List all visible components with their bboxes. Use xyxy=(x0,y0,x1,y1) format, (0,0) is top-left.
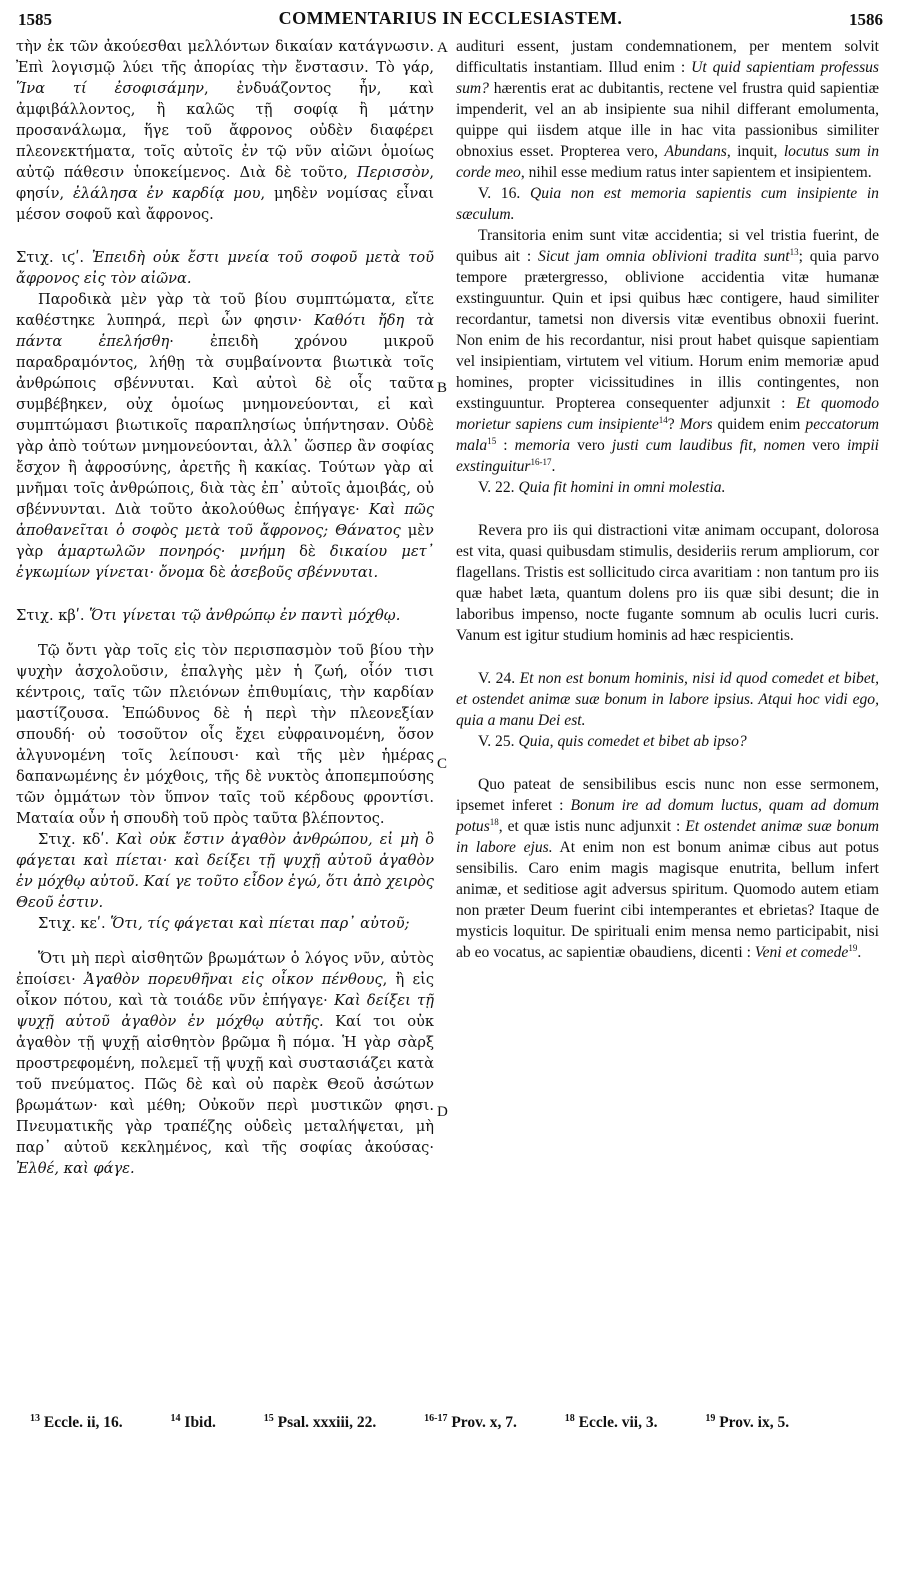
footnote-ref: 18 xyxy=(489,816,499,827)
page-number-right: 1586 xyxy=(849,10,883,29)
greek-paragraph: Ὅτι μὴ περὶ αἰσθητῶν βρωμάτων ὁ λόγος νῦν, αὐτὸς ἐποίσει· Ἀγαθὸν πορευθῆναι εἰς οἶκον πένθους, ἢ εἰς οἶκον πότου, καὶ τὰ τοιάδε νῦν ἐπήγαγε· Καὶ δείξει τῇ ψυχῇ αὐτοῦ ἀγαθὸν ἐν μόχθῳ αὐτῆς. Καί τοι οὐκ ἀγαθὸν τῇ ψυχῇ αἰσθητὸν βρῶμα ἢ πόμα. Ἡ γὰρ σὰρξ προστρεφομένη, πολεμεῖ τῇ ψυχῇ καὶ συστασιάζει κατὰ τοῦ πνεύματος. Πῶς δὲ καὶ οὐ παρὲκ Θεοῦ ἀσώτων βρωμάτων· καὶ μέθη; Οὐκοῦν περὶ μυστικῶν φησι. Πνευματικῆς γὰρ τραπέζης οὐδεὶς μεταλήψεται, μὴ παρ᾽ αὐτοῦ κεκλημένος, καὶ τῆς σοφίας ἀκούσας· Ἐλθέ, καὶ φάγε. xyxy=(16,950,434,1177)
section-marker-b: B xyxy=(437,380,448,396)
greek-verse-heading: Στιχ. κβʹ. Ὅτι γίνεται τῷ ἀνθρώπῳ ἐν παντὶ μόχθῳ. xyxy=(16,607,401,624)
footnote: $^{14}$ Ibid. xyxy=(170,1412,216,1431)
footnote: $^{16-17}$ Prov. x, 7. xyxy=(424,1412,517,1431)
latin-paragraph: Revera pro iis qui distractioni vitæ animam occupant, dolorosa est vita, quasi quibusdam stimulis, desideriis rerum ampliorum, cor flagellans. Tristis est sollicitudo circa avaritiam : non tantum pro iis quæ habet læta, quantum dolens pro iis quæ sibi desunt; die in laboribus impenso, nocte fugante somnum ab oculis lucri curis. Vanum est igitur studium hominis ad hæc respicientis. xyxy=(456,522,879,644)
footnote: $^{13}$ Eccle. ii, 16. xyxy=(30,1412,123,1431)
greek-verse-heading: Στιχ. ιϛʹ. Ἐπειδὴ οὐκ ἔστι μνεία τοῦ σοφοῦ μετὰ τοῦ ἄφρονος εἰς τὸν αἰῶνα. xyxy=(16,249,434,287)
latin-verse-heading: V. 25. Quia, quis comedet et bibet ab ipso? xyxy=(478,733,747,750)
section-marker-a: A xyxy=(437,40,448,56)
section-marker-c: C xyxy=(437,756,448,772)
footnote: $^{19}$ Prov. ix, 5. xyxy=(705,1412,790,1431)
running-header xyxy=(18,8,883,32)
greek-paragraph: Παροδικὰ μὲν γὰρ τὰ τοῦ βίου συμπτώματα, εἴτε καθέστηκε λυπηρά, περὶ ὧν φησιν· Καθότι ἤδη τὰ πάντα ἐπελήσθη· ἐπειδὴ χρόνου μικροῦ παραδραμόντος, λήθῃ τὰ συμβαίνοντα βιωτικὰ τοῖς ἀνθρώποις σβέννυται. Καὶ αὐτοὶ δὲ οἷς ταῦτα συμβέβηκεν, οὐχ ὁμοίως μνημονεύονται, εἰ καὶ συμπτώμασι βιωτικοῖς παραπλησίως ὑπήντησαν. Οὐδὲ γὰρ ἀπὸ τούτων μνημονεύονται, ἀλλ᾽ ὥσπερ ἂν σοφίας ἔσχον ἢ ἀφροσύνης, ἀρετῆς ἢ κακίας. Τούτων γὰρ αἱ μνῆμαι τοῖς ἀνθρώποις, διὰ τὰς ἐπ᾽ αὐτοῖς ἀμοιβάς, οὐ σβέννυνται. Διὰ τοῦτο ἀκολούθως ἐπήγαγε· Καὶ πῶς ἀποθανεῖται ὁ σοφὸς μετὰ τοῦ ἄφρονος; Θάνατος μὲν γὰρ ἁμαρτωλῶν πονηρός· μνήμη δὲ δικαίου μετ᾽ ἐγκωμίων γίνεται· ὄνομα δὲ ἀσεβοῦς σβέννυται. xyxy=(16,291,435,581)
latin-paragraph: audituri essent, justam condemnationem, per mentem solvit difficultatis instantiam. Illud enim : Ut quid sapientiam professus sum? hærentis erat ac dubitantis, rectene vel frustra quid sapientiæ impenderit, vel an ab insipiente sua nihil differant emolumenta, quippe qui iisdem atque ille in hac vita passionibus similiter obnoxius esset. Propterea vero, Abundans, inquit, locutus sum in corde meo, nihil esse medium ratus inter sapientem et insipientem. xyxy=(456,38,880,181)
page-number-left: 1585 xyxy=(18,10,52,29)
section-marker-d: D xyxy=(437,1104,448,1120)
footnote-ref: 13 xyxy=(789,246,799,257)
running-title: COMMENTARIUS IN ECCLESIASTEM. xyxy=(278,8,623,28)
footnote-ref: 14 xyxy=(658,414,668,425)
footnote: $^{18}$ Eccle. vii, 3. xyxy=(564,1412,658,1431)
greek-paragraph: τὴν ἐκ τῶν ἀκούεσθαι μελλόντων δικαίαν κατάγνωσιν. Ἐπὶ λογισμῷ λύει τῆς ἀπορίας τὴν ἔνστασιν. Τὸ γάρ, Ἵνα τί ἐσοφισάμην, ἐνδυάζοντος ἦν, καὶ ἀμφιβάλλοντος, ἢ καλῶς τῇ σοφίᾳ ἢ μάτην προσανάλωμα, ἥγε τοῦ ἄφρονος οὐδὲν διαφέρει πλεονεκτήματα, τοῖς αὐτοῖς ἐν τῷ νῦν αἰῶνι ὁμοίως αὐτῷ πάθεσιν ὑποκείμενος. Διὰ δὲ τοῦτο, Περισσὸν, φησίν, ἐλάλησα ἐν καρδίᾳ μου, μηδὲν νομίσας εἶναι μέσον σοφοῦ καὶ ἄφρονος. xyxy=(16,38,434,223)
footnotes xyxy=(30,1414,883,1432)
latin-paragraph: Transitoria enim sunt vitæ accidentia; si vel tristia fuerint, de quibus ait : Sicut jam omnia oblivioni tradita sunt$^{13}$; quia parvo tempore prætergresso, oblivione accidentia vitæ humanæ exstinguuntur. Quin et ipsi quibus hæc contigere, haud similiter recordantur, tametsi non diversis vitæ eventibus obnoxii fuerint. Non enim de his recordantur, nisi prout habet quisque sapientiam vel insipientiam, virtutem vel vitium. Horum enim memoriæ apud homines, propter vicissitudines in illis contingentes, non exstinguuntur. Propterea consequenter adjunxit : Et quomodo morietur sapiens cum insipiente$^{14}$? Mors quidem enim peccatorum mala$^{15}$ : memoria vero justi cum laudibus fit, nomen vero impii exstinguitur$^{16-17}$. xyxy=(456,227,880,475)
greek-paragraph: Τῷ ὄντι γὰρ τοῖς εἰς τὸν περισπασμὸν τοῦ βίου τὴν ψυχὴν ἀσχολοῦσιν, ἐπαλγὴς μὲν ἡ ζωή, οἷόν τισι κέντροις, ταῖς τῶν πλειόνων ἐπιθυμίαις, τὴν καρδίαν μαστίζουσα. Ἐπώδυνος δὲ ἡ περὶ τὴν πλεονεξίαν σπουδή· οὐ τοσοῦτον οἷς ἔχει εὐφραινομένη, ὅσον ἀλγυνομένη τοῖς λείπουσι· καὶ τῆς μὲν ἡμέρας δαπανωμένης ἐν μόχθοις, τῆς δὲ νυκτὸς ἀποπεμπούσης τῶν ὀμμάτων τὸν ὕπνον ταῖς τοῦ κέρδους φροντίσι. Ματαία οὖν ἡ σπουδὴ τοῦ πρὸς ταῦτα βλέποντος. xyxy=(16,642,434,827)
latin-verse-heading: V. 22. Quia fit homini in omni molestia. xyxy=(478,479,726,496)
latin-paragraph: Quo pateat de sensibilibus escis nunc non esse sermonem, ipsemet inferet : Bonum ire ad domum luctus, quam ad domum potus$^{18}$, et quæ istis nunc adjunxit : Et ostendet animæ suæ bonum in labore ejus. At enim non est bonum animæ cibus aut potus sensibilis. Caro enim magis magisque enutrita, bellum infert animæ, et seditiose agit adversus spiritum. Quomodo autem etiam non præter Deum fuerint cibi intemperantes et ebrietas? Itaque de mysticis loquitur. De spirituali enim mensa nemo participabit, nisi ab eo vocatus, ac sapientiæ obaudiens, dicenti : Veni et comede$^{19}$. xyxy=(456,776,880,961)
footnote-ref: 19 xyxy=(848,942,858,953)
footnote-ref: 15 xyxy=(487,435,497,446)
latin-verse-heading: V. 16. Quia non est memoria sapientis cum insipiente in sæculum. xyxy=(456,185,879,223)
greek-column xyxy=(16,36,434,1179)
footnote-ref: 16-17 xyxy=(530,456,552,467)
greek-verse-heading: Στιχ. κδʹ. Καὶ οὐκ ἔστιν ἀγαθὸν ἀνθρώπου, εἰ μὴ ὃ φάγεται καὶ πίεται· καὶ δείξει τῇ ψυχῇ αὐτοῦ ἀγαθὸν ἐν μόχθῳ αὐτοῦ. Καί γε τοῦτο εἶδον ἐγώ, ὅτι ἀπὸ χειρὸς Θεοῦ ἐστιν. xyxy=(16,831,435,911)
latin-verse-heading: V. 24. Et non est bonum hominis, nisi id quod comedet et bibet, et ostendet animæ suæ bonum in labore ipsius. Atqui hoc vidi ego, quia a manu Dei est. xyxy=(456,670,879,729)
greek-verse-heading: Στιχ. κεʹ. Ὅτι, τίς φάγεται καὶ πίεται παρ᾽ αὐτοῦ; xyxy=(38,915,410,932)
footnote: $^{15}$ Psal. xxxiii, 22. xyxy=(263,1412,377,1431)
latin-column xyxy=(456,36,879,963)
